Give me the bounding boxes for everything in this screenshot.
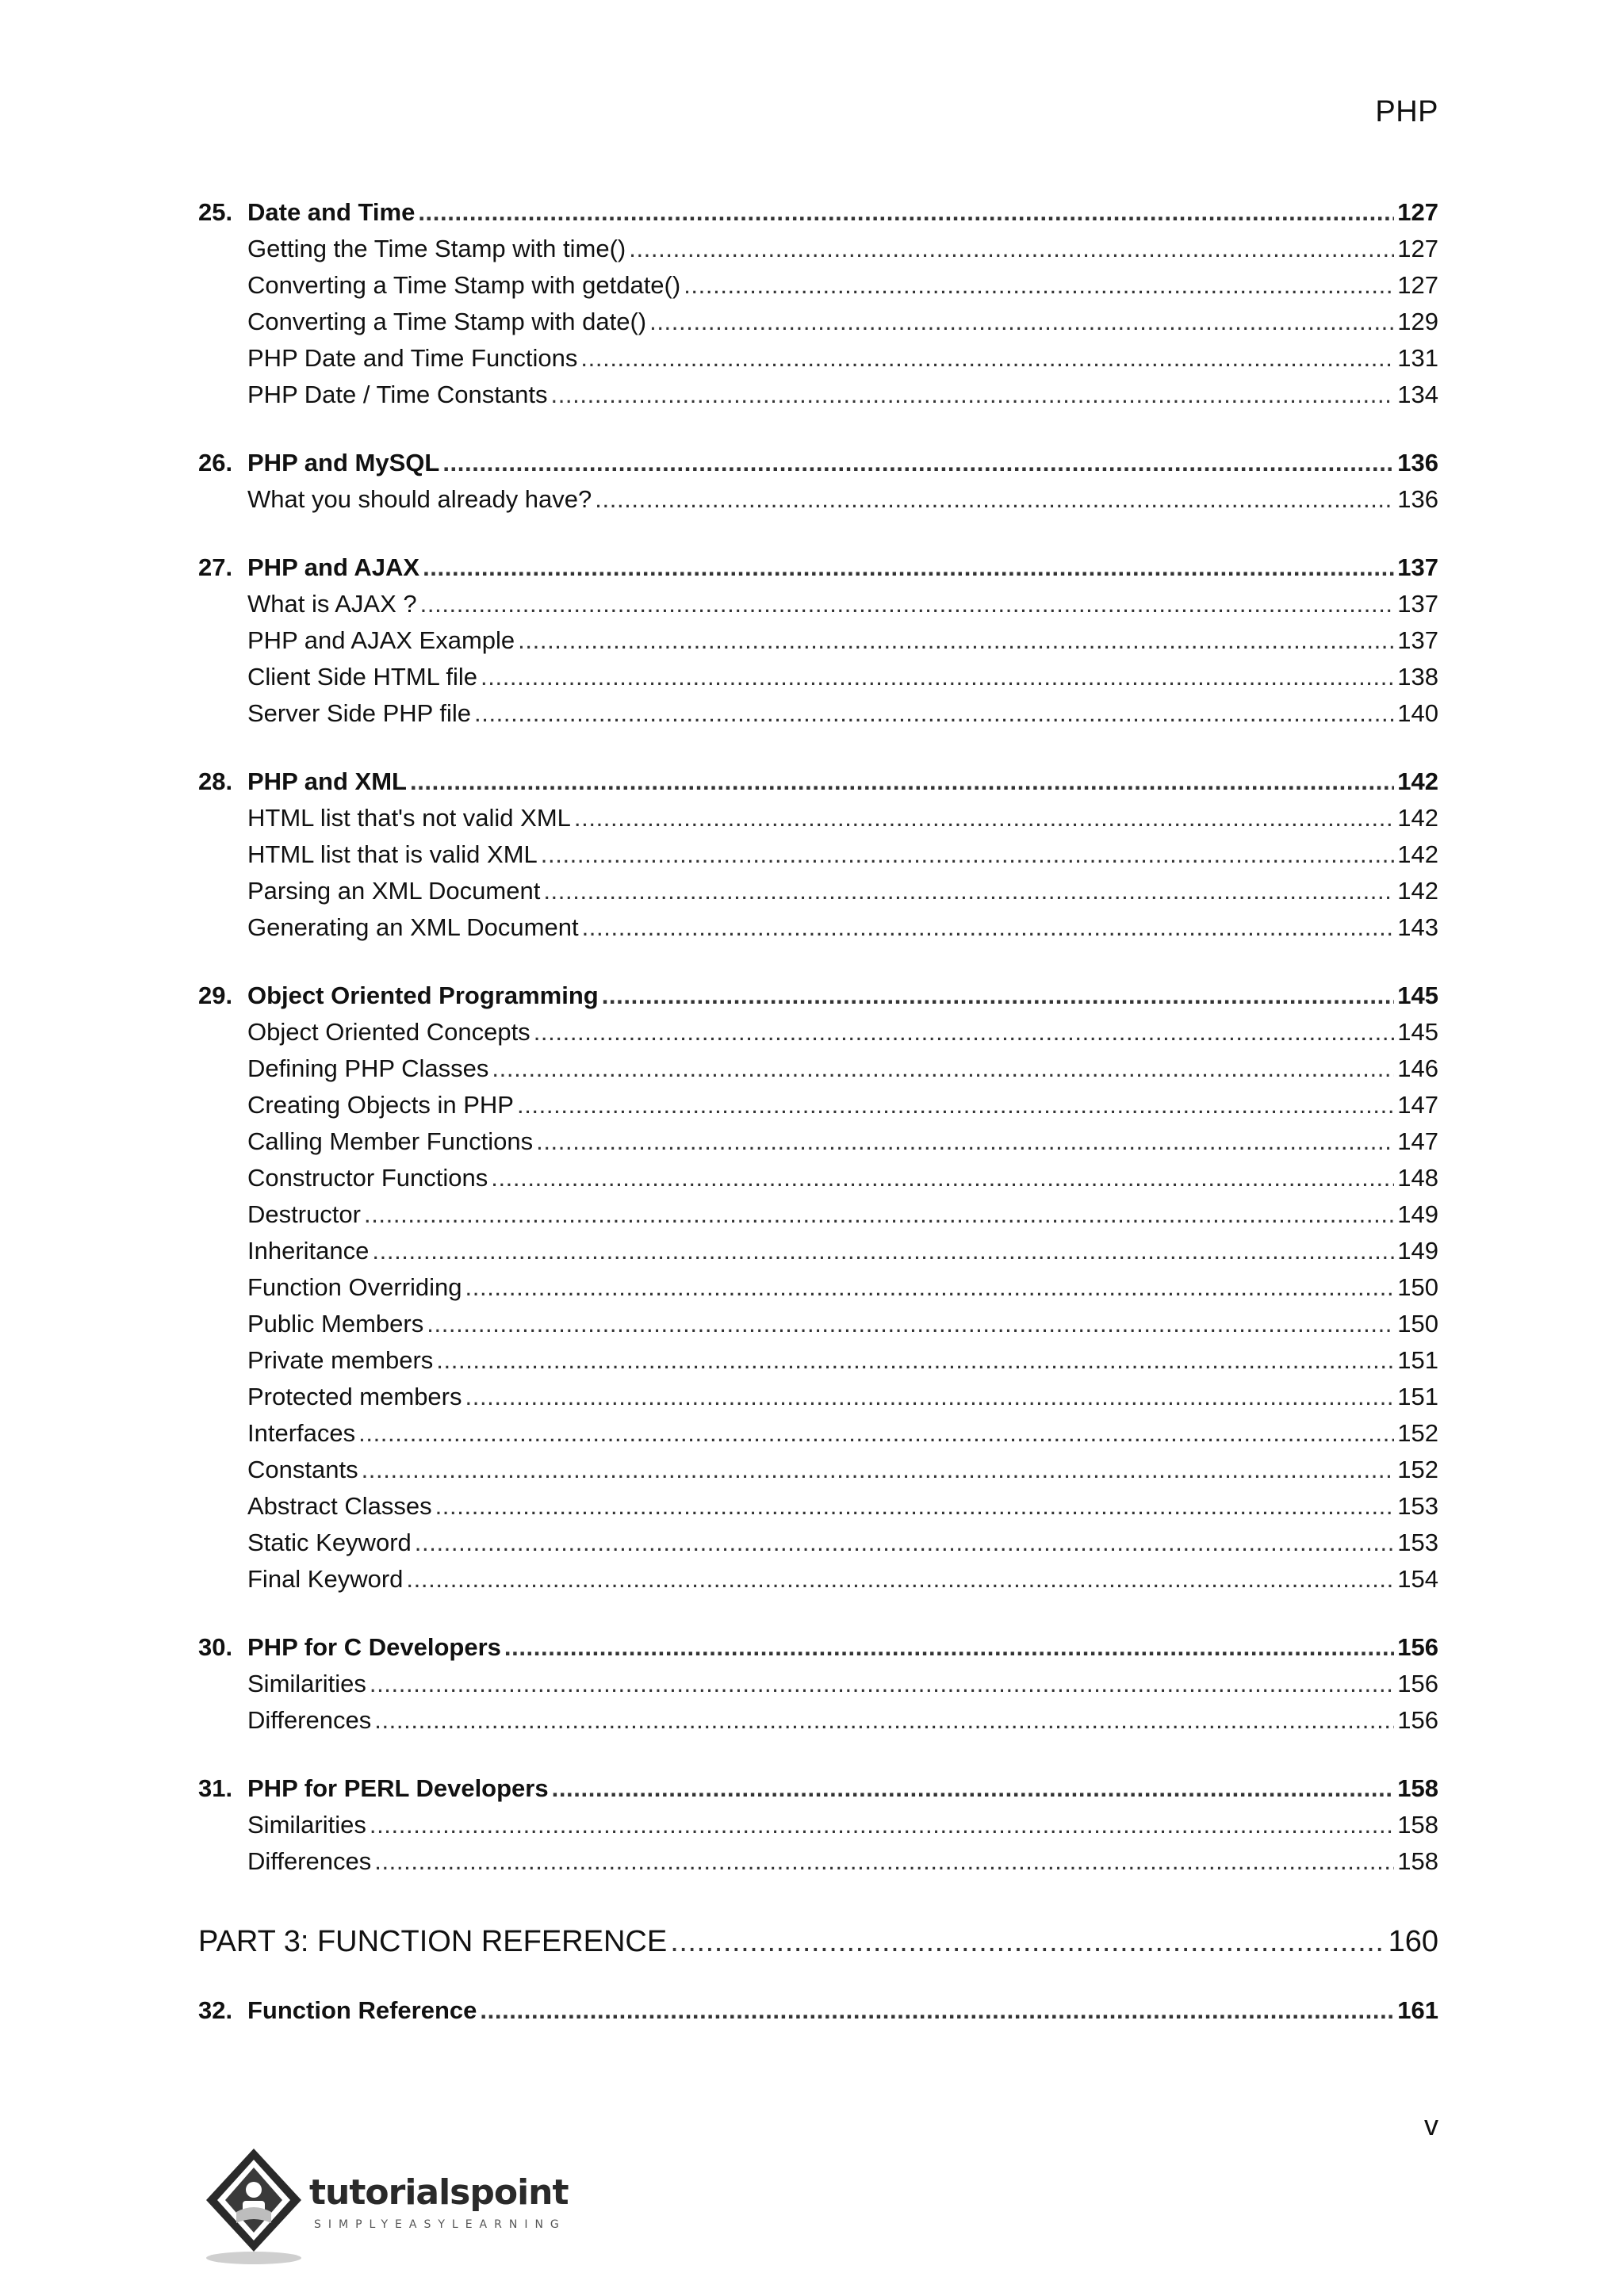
chapter-title: PHP for PERL Developers <box>247 1774 549 1802</box>
page-number: 142 <box>1397 840 1438 868</box>
toc-section[interactable] <box>198 235 1438 271</box>
toc-section[interactable] <box>198 1847 1438 1884</box>
toc-section[interactable] <box>198 1670 1438 1706</box>
chapter-title: PHP for C Developers <box>247 1633 501 1661</box>
toc-section[interactable] <box>198 1237 1438 1273</box>
dot-leader <box>536 1127 1394 1156</box>
dot-leader <box>406 1565 1394 1594</box>
chapter-title: Object Oriented Programming <box>247 982 599 1009</box>
footer-page-number: v <box>1424 2109 1438 2141</box>
page-number: 154 <box>1397 1565 1438 1593</box>
dot-leader <box>518 626 1394 655</box>
section-title: Abstract Classes <box>247 1492 432 1520</box>
page-number: 147 <box>1397 1127 1438 1155</box>
page-number: 158 <box>1397 1811 1438 1839</box>
spacer <box>198 1884 1438 1925</box>
page-number: 150 <box>1397 1310 1438 1337</box>
dot-leader <box>410 767 1394 796</box>
spacer <box>198 950 1438 982</box>
page-number: 156 <box>1397 1670 1438 1697</box>
running-header: PHP <box>1375 95 1438 128</box>
section-title: Static Keyword <box>247 1529 412 1556</box>
page-number: 152 <box>1397 1456 1438 1483</box>
toc-section[interactable] <box>198 1273 1438 1310</box>
chapter-title: PHP and XML <box>247 767 407 795</box>
dot-leader <box>374 1847 1394 1876</box>
section-title: Similarities <box>247 1670 366 1697</box>
dot-leader <box>580 344 1394 373</box>
page-number: 145 <box>1397 982 1438 1009</box>
toc-chapter-25[interactable] <box>198 198 1438 235</box>
section-title: HTML list that's not valid XML <box>247 804 571 832</box>
page-number: 152 <box>1397 1419 1438 1447</box>
page-number: 127 <box>1397 198 1438 226</box>
section-title: PHP Date / Time Constants <box>247 381 548 408</box>
page-number: 127 <box>1397 271 1438 299</box>
toc-section[interactable] <box>198 1492 1438 1529</box>
section-title: Object Oriented Concepts <box>247 1018 530 1046</box>
toc-section[interactable] <box>198 590 1438 626</box>
toc-section[interactable] <box>198 877 1438 913</box>
toc-section[interactable] <box>198 1164 1438 1200</box>
section-title: What you should already have? <box>247 485 592 513</box>
section-title: Destructor <box>247 1200 361 1228</box>
table-of-contents <box>198 198 1438 2033</box>
page-number: 127 <box>1397 235 1438 262</box>
toc-section[interactable] <box>198 1346 1438 1383</box>
section-title: Server Side PHP file <box>247 699 471 727</box>
toc-section[interactable] <box>198 308 1438 344</box>
section-title: Constructor Functions <box>247 1164 488 1192</box>
page-number: 151 <box>1397 1383 1438 1410</box>
section-title: Function Overriding <box>247 1273 462 1301</box>
dot-leader <box>415 1529 1395 1557</box>
page-number: 142 <box>1397 767 1438 795</box>
toc-section[interactable] <box>198 1200 1438 1237</box>
dot-leader <box>541 840 1394 869</box>
toc-section[interactable] <box>198 271 1438 308</box>
dot-leader <box>550 381 1394 409</box>
dot-leader <box>670 1925 1385 1959</box>
spacer <box>198 1969 1438 1996</box>
chapter-title: Date and Time <box>247 198 416 226</box>
page-number: 153 <box>1397 1492 1438 1520</box>
chapter-number: 32. <box>198 1996 233 2024</box>
section-title: Creating Objects in PHP <box>247 1091 514 1119</box>
section-title: Defining PHP Classes <box>247 1054 489 1082</box>
chapter-number: 28. <box>198 767 233 795</box>
page-number: 138 <box>1397 663 1438 691</box>
section-title: Private members <box>247 1346 434 1374</box>
toc-section[interactable] <box>198 1811 1438 1847</box>
dot-leader <box>582 913 1395 942</box>
chapter-title: Function Reference <box>247 1996 477 2024</box>
page-number: 131 <box>1397 344 1438 372</box>
toc-chapter-32[interactable] <box>198 1996 1438 2033</box>
section-title: Generating an XML Document <box>247 913 579 941</box>
tutorialspoint-logo <box>198 2141 595 2267</box>
chapter-number: 29. <box>198 982 233 1009</box>
logo-wordmark: tutorialspoint <box>309 2172 569 2213</box>
spacer <box>198 736 1438 767</box>
dot-leader <box>418 198 1394 227</box>
section-title: Protected members <box>247 1383 462 1410</box>
section-title: Public Members <box>247 1310 424 1337</box>
page-number: 149 <box>1397 1237 1438 1265</box>
dot-leader <box>372 1237 1394 1265</box>
section-title: Constants <box>247 1456 358 1483</box>
toc-section[interactable] <box>198 1018 1438 1054</box>
dot-leader <box>465 1273 1395 1302</box>
section-title: PHP Date and Time Functions <box>247 344 578 372</box>
dot-leader <box>423 553 1394 582</box>
chapter-title: PHP and MySQL <box>247 449 440 476</box>
dot-leader <box>474 699 1394 728</box>
page-number: 140 <box>1397 699 1438 727</box>
page-number: 129 <box>1397 308 1438 335</box>
dot-leader <box>465 1383 1395 1411</box>
page-number: 148 <box>1397 1164 1438 1192</box>
page-number: 136 <box>1397 485 1438 513</box>
logo-tagline: SIMPLYEASYLEARNING <box>314 2218 566 2231</box>
toc-chapter-27[interactable] <box>198 553 1438 590</box>
page-number: 158 <box>1397 1847 1438 1875</box>
dot-leader <box>480 1996 1394 2025</box>
dot-leader <box>364 1200 1394 1229</box>
dot-leader <box>427 1310 1394 1338</box>
chapter-number: 27. <box>198 553 233 581</box>
section-title: Client Side HTML file <box>247 663 478 691</box>
page-number: 142 <box>1397 804 1438 832</box>
section-title: Converting a Time Stamp with getdate() <box>247 271 681 299</box>
dot-leader <box>420 590 1395 618</box>
page-number: 137 <box>1397 626 1438 654</box>
toc-section[interactable] <box>198 381 1438 417</box>
page-number: 143 <box>1397 913 1438 941</box>
chapter-number: 30. <box>198 1633 233 1661</box>
page-number: 145 <box>1397 1018 1438 1046</box>
section-title: Getting the Time Stamp with time() <box>247 235 626 262</box>
page-number: 150 <box>1397 1273 1438 1301</box>
dot-leader <box>649 308 1394 336</box>
page-number: 134 <box>1397 381 1438 408</box>
dot-leader <box>629 235 1394 263</box>
section-title: PHP and AJAX Example <box>247 626 515 654</box>
spacer <box>198 1743 1438 1774</box>
dot-leader <box>491 1164 1394 1192</box>
dot-leader <box>370 1811 1394 1839</box>
dot-leader <box>374 1706 1394 1735</box>
toc-section[interactable] <box>198 485 1438 522</box>
page-number: 156 <box>1397 1633 1438 1661</box>
page-number: 149 <box>1397 1200 1438 1228</box>
page-number: 153 <box>1397 1529 1438 1556</box>
page-number: 151 <box>1397 1346 1438 1374</box>
section-title: Similarities <box>247 1811 366 1839</box>
dot-leader <box>543 877 1394 905</box>
section-title: Inheritance <box>247 1237 370 1265</box>
dot-leader <box>435 1492 1395 1521</box>
page-number: 142 <box>1397 877 1438 905</box>
section-title: What is AJAX ? <box>247 590 417 618</box>
toc-chapter-30[interactable] <box>198 1633 1438 1670</box>
toc-section[interactable] <box>198 1054 1438 1091</box>
section-title: Differences <box>247 1706 372 1734</box>
page-number: 156 <box>1397 1706 1438 1734</box>
section-title: Calling Member Functions <box>247 1127 534 1155</box>
toc-section[interactable] <box>198 344 1438 381</box>
dot-leader <box>534 1018 1395 1047</box>
dot-leader <box>362 1456 1395 1484</box>
dot-leader <box>492 1054 1394 1083</box>
part-title: PART 3: FUNCTION REFERENCE <box>198 1925 668 1958</box>
toc-section[interactable] <box>198 626 1438 663</box>
toc-chapter-28[interactable] <box>198 767 1438 804</box>
chapter-number: 25. <box>198 198 233 226</box>
dot-leader <box>481 663 1394 691</box>
toc-section[interactable] <box>198 1419 1438 1456</box>
page-number: 137 <box>1397 590 1438 618</box>
toc-section[interactable] <box>198 840 1438 877</box>
dot-leader <box>552 1774 1395 1803</box>
toc-section[interactable] <box>198 1565 1438 1601</box>
toc-chapter-31[interactable] <box>198 1774 1438 1811</box>
page-number: 160 <box>1388 1925 1438 1958</box>
toc-section[interactable] <box>198 1706 1438 1743</box>
spacer <box>198 522 1438 553</box>
chapter-title: PHP and AJAX <box>247 553 420 581</box>
spacer <box>198 417 1438 449</box>
section-title: Interfaces <box>247 1419 356 1447</box>
toc-section[interactable] <box>198 1127 1438 1164</box>
dot-leader <box>370 1670 1394 1698</box>
dot-leader <box>436 1346 1394 1375</box>
toc-section[interactable] <box>198 699 1438 736</box>
toc-section[interactable] <box>198 1383 1438 1419</box>
page-number: 136 <box>1397 449 1438 476</box>
chapter-number: 31. <box>198 1774 233 1802</box>
dot-leader <box>358 1419 1394 1448</box>
toc-section[interactable] <box>198 804 1438 840</box>
dot-leader <box>684 271 1394 300</box>
toc-section[interactable] <box>198 1091 1438 1127</box>
dot-leader <box>595 485 1394 514</box>
section-title: HTML list that is valid XML <box>247 840 538 868</box>
page-number: 146 <box>1397 1054 1438 1082</box>
toc-chapter-29[interactable] <box>198 982 1438 1018</box>
section-title: Final Keyword <box>247 1565 404 1593</box>
toc-section[interactable] <box>198 913 1438 950</box>
dot-leader <box>442 449 1394 477</box>
toc-section[interactable] <box>198 1529 1438 1565</box>
section-title: Differences <box>247 1847 372 1875</box>
section-title: Parsing an XML Document <box>247 877 541 905</box>
chapter-number: 26. <box>198 449 233 476</box>
toc-section[interactable] <box>198 663 1438 699</box>
tutorialspoint-logo-icon <box>198 2141 309 2267</box>
dot-leader <box>517 1091 1394 1119</box>
dot-leader <box>602 982 1395 1010</box>
section-title: Converting a Time Stamp with date() <box>247 308 647 335</box>
page-number: 161 <box>1397 1996 1438 2024</box>
toc-section[interactable] <box>198 1310 1438 1346</box>
toc-chapter-26[interactable] <box>198 449 1438 485</box>
toc-part-3[interactable] <box>198 1925 1438 1969</box>
page-number: 137 <box>1397 553 1438 581</box>
toc-section[interactable] <box>198 1456 1438 1492</box>
page-number: 147 <box>1397 1091 1438 1119</box>
dot-leader <box>574 804 1394 832</box>
spacer <box>198 1601 1438 1633</box>
dot-leader <box>504 1633 1394 1662</box>
page-number: 158 <box>1397 1774 1438 1802</box>
